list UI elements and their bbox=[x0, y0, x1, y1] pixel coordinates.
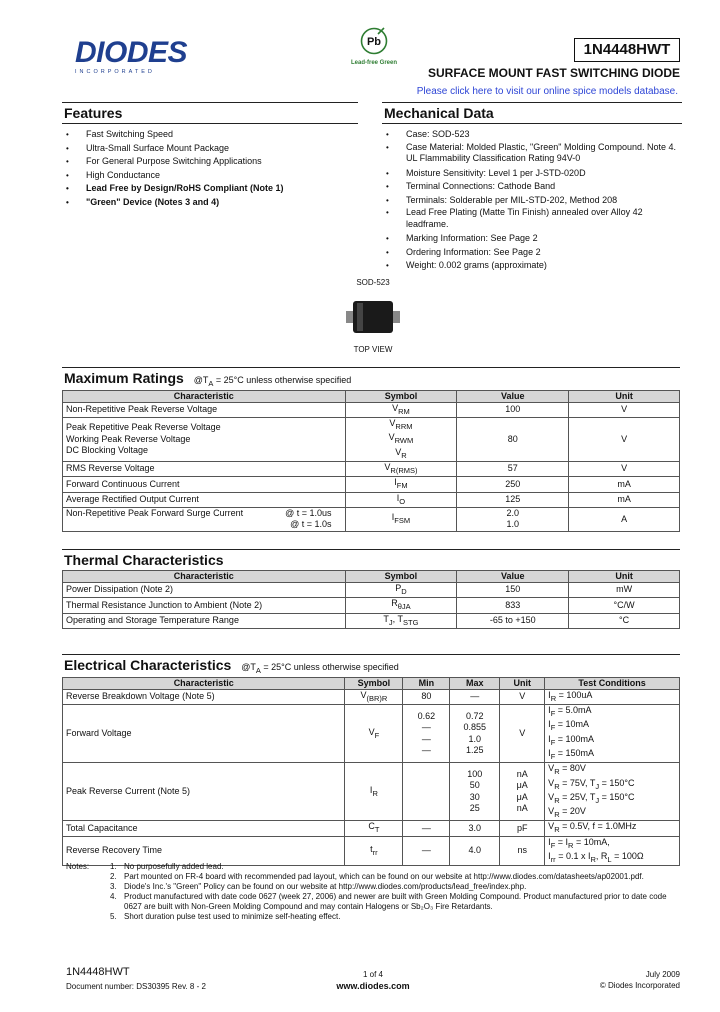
cell-symbol: $V_F$ bbox=[345, 705, 403, 763]
cell-symbol: $V_{(BR)R}$ bbox=[345, 689, 403, 704]
col-unit: Unit bbox=[569, 571, 680, 583]
table-row bbox=[63, 461, 680, 476]
list-item: • Lead Free Plating (Matte Tin Finish) annealed over Alloy 42 leadframe. bbox=[382, 207, 682, 230]
electrical-heading: Electrical Characteristics bbox=[64, 657, 232, 673]
note-number: 1. bbox=[110, 862, 117, 871]
footer-copyright: © Diodes Incorporated bbox=[599, 981, 680, 990]
cell-unit: mA bbox=[569, 492, 680, 507]
cell-value: 57 bbox=[457, 461, 569, 476]
cell-min: — bbox=[403, 836, 450, 866]
thermal-section bbox=[62, 549, 680, 629]
max-ratings-table bbox=[62, 390, 680, 532]
lead-free-badge bbox=[344, 26, 404, 66]
col-unit: Unit bbox=[569, 390, 680, 402]
cell-symbol: $C_T$ bbox=[345, 821, 403, 836]
cell-unit: mA bbox=[569, 477, 680, 492]
diodes-logo bbox=[75, 38, 205, 75]
cell-max: 3.0 bbox=[450, 821, 500, 836]
features-list bbox=[62, 128, 358, 209]
cell-unit: pF bbox=[500, 821, 545, 836]
note-row bbox=[66, 872, 680, 882]
cell-value: 125 bbox=[457, 492, 569, 507]
footer-docnum: Document number: DS30395 Rev. 8 - 2 bbox=[66, 982, 206, 991]
max-ratings-section bbox=[62, 367, 680, 532]
cell-char: Operating and Storage Temperature Range bbox=[63, 613, 346, 628]
lead-free-green-icon bbox=[359, 26, 389, 56]
col-value: Value bbox=[457, 571, 569, 583]
cell-conditions: $I_F = 5.0mA$ $I_F = 10mA$ $I_F = 100mA$ $I_F = 150mA$ bbox=[545, 705, 680, 763]
note-text: No purposefully added lead. bbox=[124, 862, 224, 871]
footer-website-link[interactable]: www.diodes.com bbox=[336, 981, 410, 991]
cell-symbol: $t_{rr}$ bbox=[345, 836, 403, 866]
max-ratings-heading-row bbox=[62, 367, 680, 390]
table-row bbox=[63, 763, 680, 821]
table-row bbox=[63, 402, 680, 417]
pb-symbol: Pb bbox=[366, 36, 382, 48]
col-unit: Unit bbox=[500, 677, 545, 689]
package-drawing bbox=[343, 291, 403, 343]
cell-value: 2.0 1.0 bbox=[457, 507, 569, 531]
col-max: Max bbox=[450, 677, 500, 689]
cell-unit: °C bbox=[569, 613, 680, 628]
table-row bbox=[63, 477, 680, 492]
note-text: Product manufactured with date code 0627 (week 27, 2006) and newer are built with Green Molding Compound. Product manufactured prior to date code 0627 are built with Non-Green Molding Compound and may contain Halogens or Sb₂O₃ Fire Retardants. bbox=[124, 892, 667, 911]
table-header-row bbox=[63, 677, 680, 689]
cell-max: 100 50 30 25 bbox=[450, 763, 500, 821]
cell-char: Total Capacitance bbox=[63, 821, 345, 836]
electrical-condition: $@T_A = 25^\circ C$ unless otherwise specified bbox=[241, 662, 399, 675]
col-min: Min bbox=[403, 677, 450, 689]
cell-symbol: $R_{\theta JA}$ bbox=[345, 598, 457, 613]
mechanical-heading: Mechanical Data bbox=[382, 102, 682, 124]
col-symbol: Symbol bbox=[345, 390, 457, 402]
electrical-table bbox=[62, 677, 680, 867]
cell-unit: mW bbox=[569, 583, 680, 598]
list-item: • Marking Information: See Page 2 bbox=[382, 232, 682, 246]
page-footer bbox=[66, 966, 680, 996]
cell-value: 150 bbox=[457, 583, 569, 598]
cell-char: Peak Repetitive Peak Reverse Voltage Working Peak Reverse Voltage DC Blocking Voltage bbox=[63, 418, 346, 462]
table-row bbox=[63, 492, 680, 507]
cell-value: 833 bbox=[457, 598, 569, 613]
cell-char: Forward Voltage bbox=[63, 705, 345, 763]
table-row bbox=[63, 598, 680, 613]
footer-page: 1 of 4 bbox=[362, 970, 383, 979]
note-text: Diode's Inc.'s "Green" Policy can be found on our website at http://www.diodes.com/products/lead_free/index.php. bbox=[124, 882, 527, 891]
features-section bbox=[62, 102, 358, 209]
list-item: • Lead Free by Design/RoHS Compliant (Note 1) bbox=[62, 182, 358, 196]
cell-conditions: $I_R = 100uA$ bbox=[545, 689, 680, 704]
document-title: SURFACE MOUNT FAST SWITCHING DIODE bbox=[428, 66, 680, 80]
note-text: Part mounted on FR-4 board with recommended pad layout, which can be found on our website at http://www.diodes.com/datasheets/ap02001.pdf. bbox=[124, 872, 644, 881]
cell-unit: ns bbox=[500, 836, 545, 866]
list-item: • "Green" Device (Notes 3 and 4) bbox=[62, 196, 358, 210]
note-row bbox=[66, 912, 680, 922]
list-item: • Case: SOD-523 bbox=[382, 128, 682, 142]
cell-char: Power Dissipation (Note 2) bbox=[63, 583, 346, 598]
list-item: • Case Material: Molded Plastic, "Green" Molding Compound. Note 4. UL Flammability Classification Rating 94V-0 bbox=[382, 142, 682, 165]
col-characteristic: Characteristic bbox=[63, 390, 346, 402]
list-item: • High Conductance bbox=[62, 169, 358, 183]
col-symbol: Symbol bbox=[345, 571, 457, 583]
note-number: 2. bbox=[110, 872, 117, 881]
cell-symbol: $P_D$ bbox=[345, 583, 457, 598]
package-figure bbox=[330, 278, 416, 354]
part-number-box: 1N4448HWT bbox=[574, 38, 680, 62]
cell-max: 4.0 bbox=[450, 836, 500, 866]
cell-value: 100 bbox=[457, 402, 569, 417]
footer-part: 1N4448HWT bbox=[66, 966, 130, 978]
cell-unit: °C/W bbox=[569, 598, 680, 613]
table-row bbox=[63, 507, 680, 531]
table-row bbox=[63, 821, 680, 836]
cell-min bbox=[403, 763, 450, 821]
table-header-row bbox=[63, 571, 680, 583]
cell-conditions: $V_R = 0.5V$, f = 1.0MHz bbox=[545, 821, 680, 836]
list-item: • Moisture Sensitivity: Level 1 per J-STD-020D bbox=[382, 167, 682, 181]
list-item: • Terminal Connections: Cathode Band bbox=[382, 180, 682, 194]
mechanical-list bbox=[382, 128, 682, 273]
list-item: • Fast Switching Speed bbox=[62, 128, 358, 142]
cell-symbol: $I_R$ bbox=[345, 763, 403, 821]
table-header-row bbox=[63, 390, 680, 402]
col-symbol: Symbol bbox=[345, 677, 403, 689]
thermal-table bbox=[62, 570, 680, 629]
cell-char: Peak Reverse Current (Note 5) bbox=[63, 763, 345, 821]
cell-conditions: $V_R = 80V$ $V_R = 75V$, $T_J = 150^\circ C$ $V_R = 25V$, $T_J = 150^\circ C$ $V_R = 20V$ bbox=[545, 763, 680, 821]
note-text: Short duration pulse test used to minimize self-heating effect. bbox=[124, 912, 341, 921]
cell-value: -65 to +150 bbox=[457, 613, 569, 628]
logo-wordmark: DIODES bbox=[75, 36, 188, 69]
note-number: 5. bbox=[110, 912, 117, 921]
cell-unit: nA μA μA nA bbox=[500, 763, 545, 821]
list-item: • For General Purpose Switching Applications bbox=[62, 155, 358, 169]
note-number: 4. bbox=[110, 892, 117, 901]
col-characteristic: Characteristic bbox=[63, 677, 345, 689]
cell-char: Reverse Recovery Time bbox=[63, 836, 345, 866]
cell-conditions: $I_F = I_R = 10mA$, $I_{rr} = 0.1$ x $I_R$, $R_L = 100\Omega$ bbox=[545, 836, 680, 866]
cell-char: Forward Continuous Current bbox=[63, 477, 346, 492]
mechanical-section bbox=[382, 102, 682, 273]
table-row bbox=[63, 613, 680, 628]
cell-min: 0.62 — — — bbox=[403, 705, 450, 763]
cell-symbol: $I_{FSM}$ bbox=[345, 507, 457, 531]
notes-section bbox=[66, 862, 680, 922]
cell-char: Average Rectified Output Current bbox=[63, 492, 346, 507]
electrical-heading-row bbox=[62, 654, 680, 677]
cell-char: Non-Repetitive Peak Reverse Voltage bbox=[63, 402, 346, 417]
package-view: TOP VIEW bbox=[353, 345, 393, 354]
cell-symbol: $T_J$, $T_{STG}$ bbox=[345, 613, 457, 628]
cell-symbol: $I_{FM}$ bbox=[345, 477, 457, 492]
cell-char: RMS Reverse Voltage bbox=[63, 461, 346, 476]
cell-symbol: $I_O$ bbox=[345, 492, 457, 507]
max-ratings-condition: $@T_A = 25^\circ C$ unless otherwise specified bbox=[193, 375, 352, 388]
note-row bbox=[66, 892, 680, 912]
cell-unit: V bbox=[569, 418, 680, 462]
cell-unit: V bbox=[569, 402, 680, 417]
list-item: • Weight: 0.002 grams (approximate) bbox=[382, 259, 682, 273]
max-ratings-heading: Maximum Ratings bbox=[64, 370, 184, 386]
note-number: 3. bbox=[110, 882, 117, 891]
cell-unit: V bbox=[569, 461, 680, 476]
table-row bbox=[63, 689, 680, 704]
col-value: Value bbox=[457, 390, 569, 402]
package-name: SOD-523 bbox=[356, 278, 390, 287]
cell-value: 80 bbox=[457, 418, 569, 462]
table-row bbox=[63, 418, 680, 462]
cell-max: 0.72 0.855 1.0 1.25 bbox=[450, 705, 500, 763]
cell-char: Thermal Resistance Junction to Ambient (Note 2) bbox=[63, 598, 346, 613]
note-row bbox=[66, 862, 680, 872]
logo-subtitle: INCORPORATED bbox=[75, 69, 155, 75]
cell-unit: V bbox=[500, 689, 545, 704]
cell-min: — bbox=[403, 821, 450, 836]
features-heading: Features bbox=[62, 102, 358, 124]
footer-date: July 2009 bbox=[645, 970, 680, 979]
notes-label: Notes: bbox=[66, 862, 90, 871]
cell-max: — bbox=[450, 689, 500, 704]
cell-value: 250 bbox=[457, 477, 569, 492]
cell-char: Non-Repetitive Peak Forward Surge Current @ t = 1.0us @ t = 1.0s bbox=[63, 507, 346, 531]
cell-char: Reverse Breakdown Voltage (Note 5) bbox=[63, 689, 345, 704]
spice-models-link[interactable]: Please click here to visit our online spice models database. bbox=[416, 86, 678, 97]
note-row bbox=[66, 882, 680, 892]
cell-unit: V bbox=[500, 705, 545, 763]
cell-unit: A bbox=[569, 507, 680, 531]
list-item: • Terminals: Solderable per MIL-STD-202, Method 208 bbox=[382, 194, 682, 208]
cell-symbol: $V_{RM}$ bbox=[345, 402, 457, 417]
electrical-section bbox=[62, 654, 680, 866]
table-row bbox=[63, 583, 680, 598]
cell-min: 80 bbox=[403, 689, 450, 704]
col-characteristic: Characteristic bbox=[63, 571, 346, 583]
table-row bbox=[63, 705, 680, 763]
lead-free-label: Lead-free Green bbox=[350, 60, 398, 66]
cell-symbol: $V_{R(RMS)}$ bbox=[345, 461, 457, 476]
thermal-heading: Thermal Characteristics bbox=[62, 549, 680, 570]
list-item: • Ordering Information: See Page 2 bbox=[382, 246, 682, 260]
list-item: • Ultra-Small Surface Mount Package bbox=[62, 142, 358, 156]
col-test-conditions: Test Conditions bbox=[545, 677, 680, 689]
cell-symbol: $V_{RRM}$ $V_{RWM}$ $V_R$ bbox=[345, 418, 457, 462]
